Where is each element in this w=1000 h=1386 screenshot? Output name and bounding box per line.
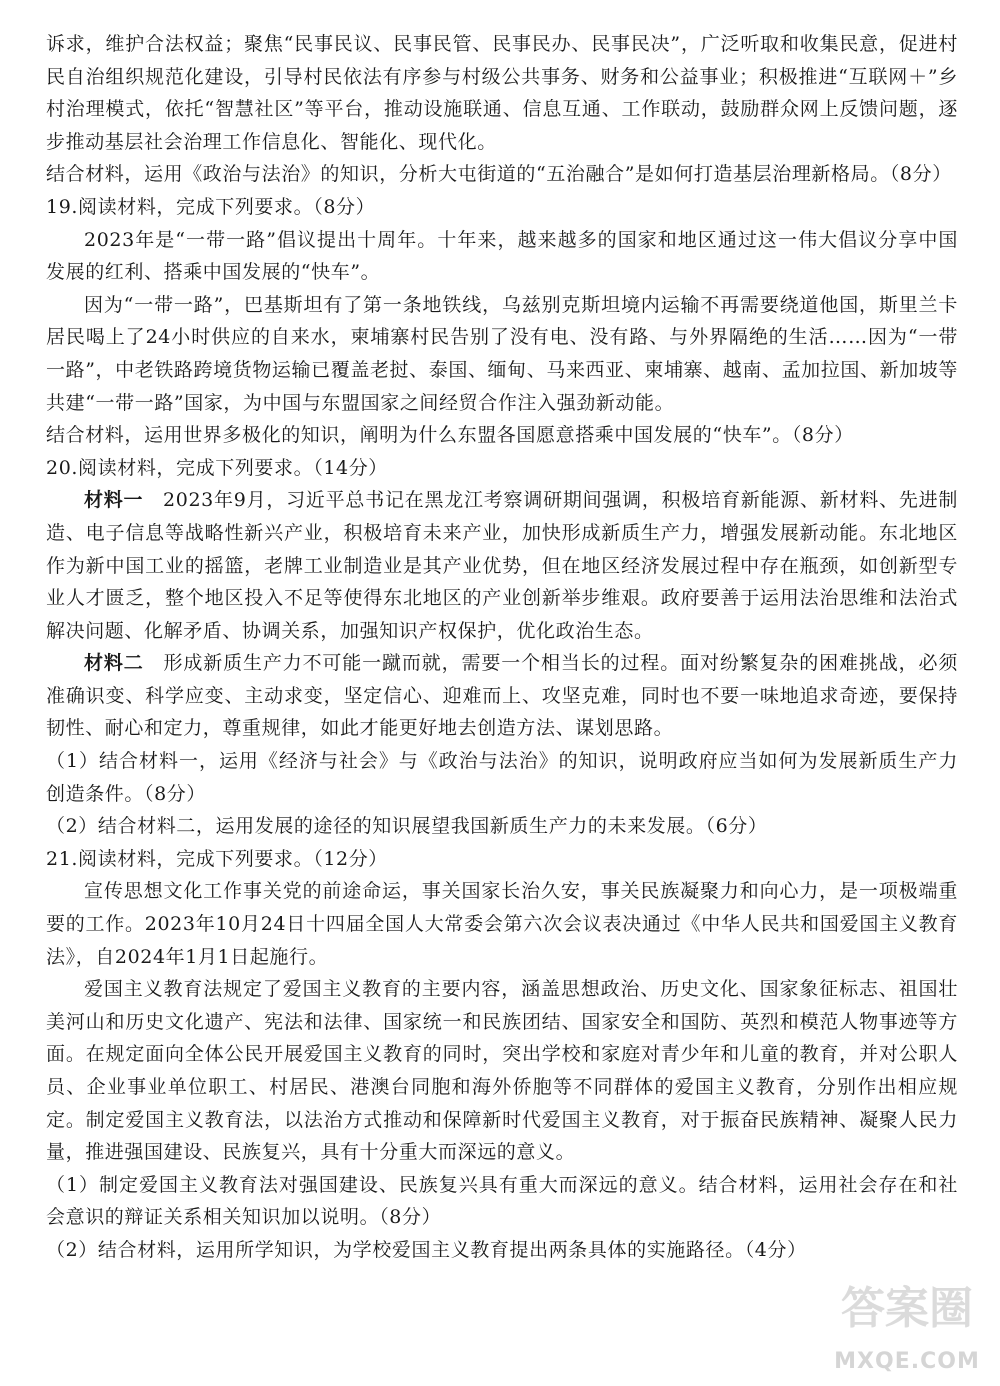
- material-1-text: 2023年9月，习近平总书记在黑龙江考察调研期间强调，积极培育新能源、新材料、先进制造、电子信息等战略性新兴产业，积极培育未来产业，加快形成新质生产力，增强发展新动能。东北地区作为新中国工业的摇篮，老牌工业制造业是其产业优势，但在地区经济发展过程中存在瓶颈，如创新型专业人才匮乏，整个地区投入不足等使得东北地区的产业创新举步维艰。政府要善于运用法治思维和法治式解决问题、化解矛盾、协调关系，加强知识产权保护，优化政治生态。: [46, 489, 958, 642]
- question-20-2: （2）结合材料二，运用发展的途径的知识展望我国新质生产力的未来发展。（6分）: [46, 815, 768, 838]
- question-21-heading: 21.阅读材料，完成下列要求。（12分）: [46, 847, 388, 870]
- material-2-label: 材料二: [84, 652, 144, 675]
- material-20-2: [46, 647, 958, 745]
- document-page: [46, 28, 958, 1267]
- question-18: 结合材料，运用《政治与法治》的知识，分析大屯街道的“五治融合”是如何打造基层治理新格局。（8分）: [46, 163, 952, 186]
- material-19-paragraph-1: 2023年是“一带一路”倡议提出十周年。十年来，越来越多的国家和地区通过这一伟大倡议分享中国发展的红利、搭乘中国发展的“快车”。: [46, 228, 958, 284]
- material-21-paragraph-2: 爱国主义教育法规定了爱国主义教育的主要内容，涵盖思想政治、历史文化、国家象征标志、祖国壮美河山和历史文化遗产、宪法和法律、国家统一和民族团结、国家安全和国防、英烈和模范人物事迹等方面。在规定面向全体公民开展爱国主义教育的同时，突出学校和家庭对青少年和儿童的教育，并对公职人员、企业事业单位职工、村居民、港澳台同胞和海外侨胞等不同群体的爱国主义教育，分别作出相应规定。制定爱国主义教育法，以法治方式推动和保障新时代爱国主义教育，对于振奋民族精神、凝聚人民力量，推进强国建设、民族复兴，具有十分重大而深远的意义。: [46, 978, 958, 1164]
- watermark-logo: [832, 1264, 982, 1374]
- material-2-text: 形成新质生产力不可能一蹴而就，需要一个相当长的过程。面对纷繁复杂的困难挑战，必须准确识变、科学应变、主动求变，坚定信心、迎难而上、攻坚克难，同时也不要一味地追求奇迹，要保持韧性、耐心和定力，尊重规律，如此才能更好地去创造方法、谋划思路。: [46, 652, 958, 740]
- question-19-heading: 19.阅读材料，完成下列要求。（8分）: [46, 195, 376, 218]
- material-1-label: 材料一: [84, 489, 144, 512]
- question-19: 结合材料，运用世界多极化的知识，阐明为什么东盟各国愿意搭乘中国发展的“快车”。（8分）: [46, 424, 854, 447]
- question-20-1: （1）结合材料一，运用《经济与社会》与《政治与法治》的知识，说明政府应当如何为发展新质生产力创造条件。（8分）: [46, 750, 958, 805]
- watermark-url: MXQE.COM: [834, 1349, 980, 1374]
- material-18-paragraph: 诉求，维护合法权益；聚焦“民事民议、民事民管、民事民办、民事民决”，广泛听取和收集民意，促进村民自治组织规范化建设，引导村民依法有序参与村级公共事务、财务和公益事业；积极推进“互联网＋”乡村治理模式，依托“智慧社区”等平台，推动设施联通、信息互通、工作联动，鼓励群众网上反馈问题，逐步推动基层社会治理工作信息化、智能化、现代化。: [46, 33, 958, 153]
- material-21-paragraph-1: 宣传思想文化工作事关党的前途命运，事关国家长治久安，事关民族凝聚力和向心力，是一项极端重要的工作。2023年10月24日十四届全国人大常委会第六次会议表决通过《中华人民共和国爱国主义教育法》，自2024年1月1日起施行。: [46, 880, 958, 968]
- question-20-heading: 20.阅读材料，完成下列要求。（14分）: [46, 456, 388, 479]
- question-21-2: （2）结合材料，运用所学知识，为学校爱国主义教育提出两条具体的实施路径。（4分）: [46, 1238, 807, 1261]
- question-21-1: （1）制定爱国主义教育法对强国建设、民族复兴具有重大而深远的意义。结合材料，运用社会存在和社会意识的辩证关系相关知识加以说明。（8分）: [46, 1173, 958, 1229]
- material-20-1: [46, 484, 958, 647]
- material-19-paragraph-2: 因为“一带一路”，巴基斯坦有了第一条地铁线，乌兹别克斯坦境内运输不再需要绕道他国，斯里兰卡居民喝上了24小时供应的自来水，柬埔寨村民告别了没有电、没有路、与外界隔绝的生活……因为“一带一路”，中老铁路跨境货物运输已覆盖老挝、泰国、缅甸、马来西亚、柬埔寨、越南、孟加拉国、新加坡等共建“一带一路”国家，为中国与东盟国家之间经贸合作注入强劲新动能。: [46, 293, 958, 414]
- watermark-top-text: 答案圈: [841, 1283, 973, 1334]
